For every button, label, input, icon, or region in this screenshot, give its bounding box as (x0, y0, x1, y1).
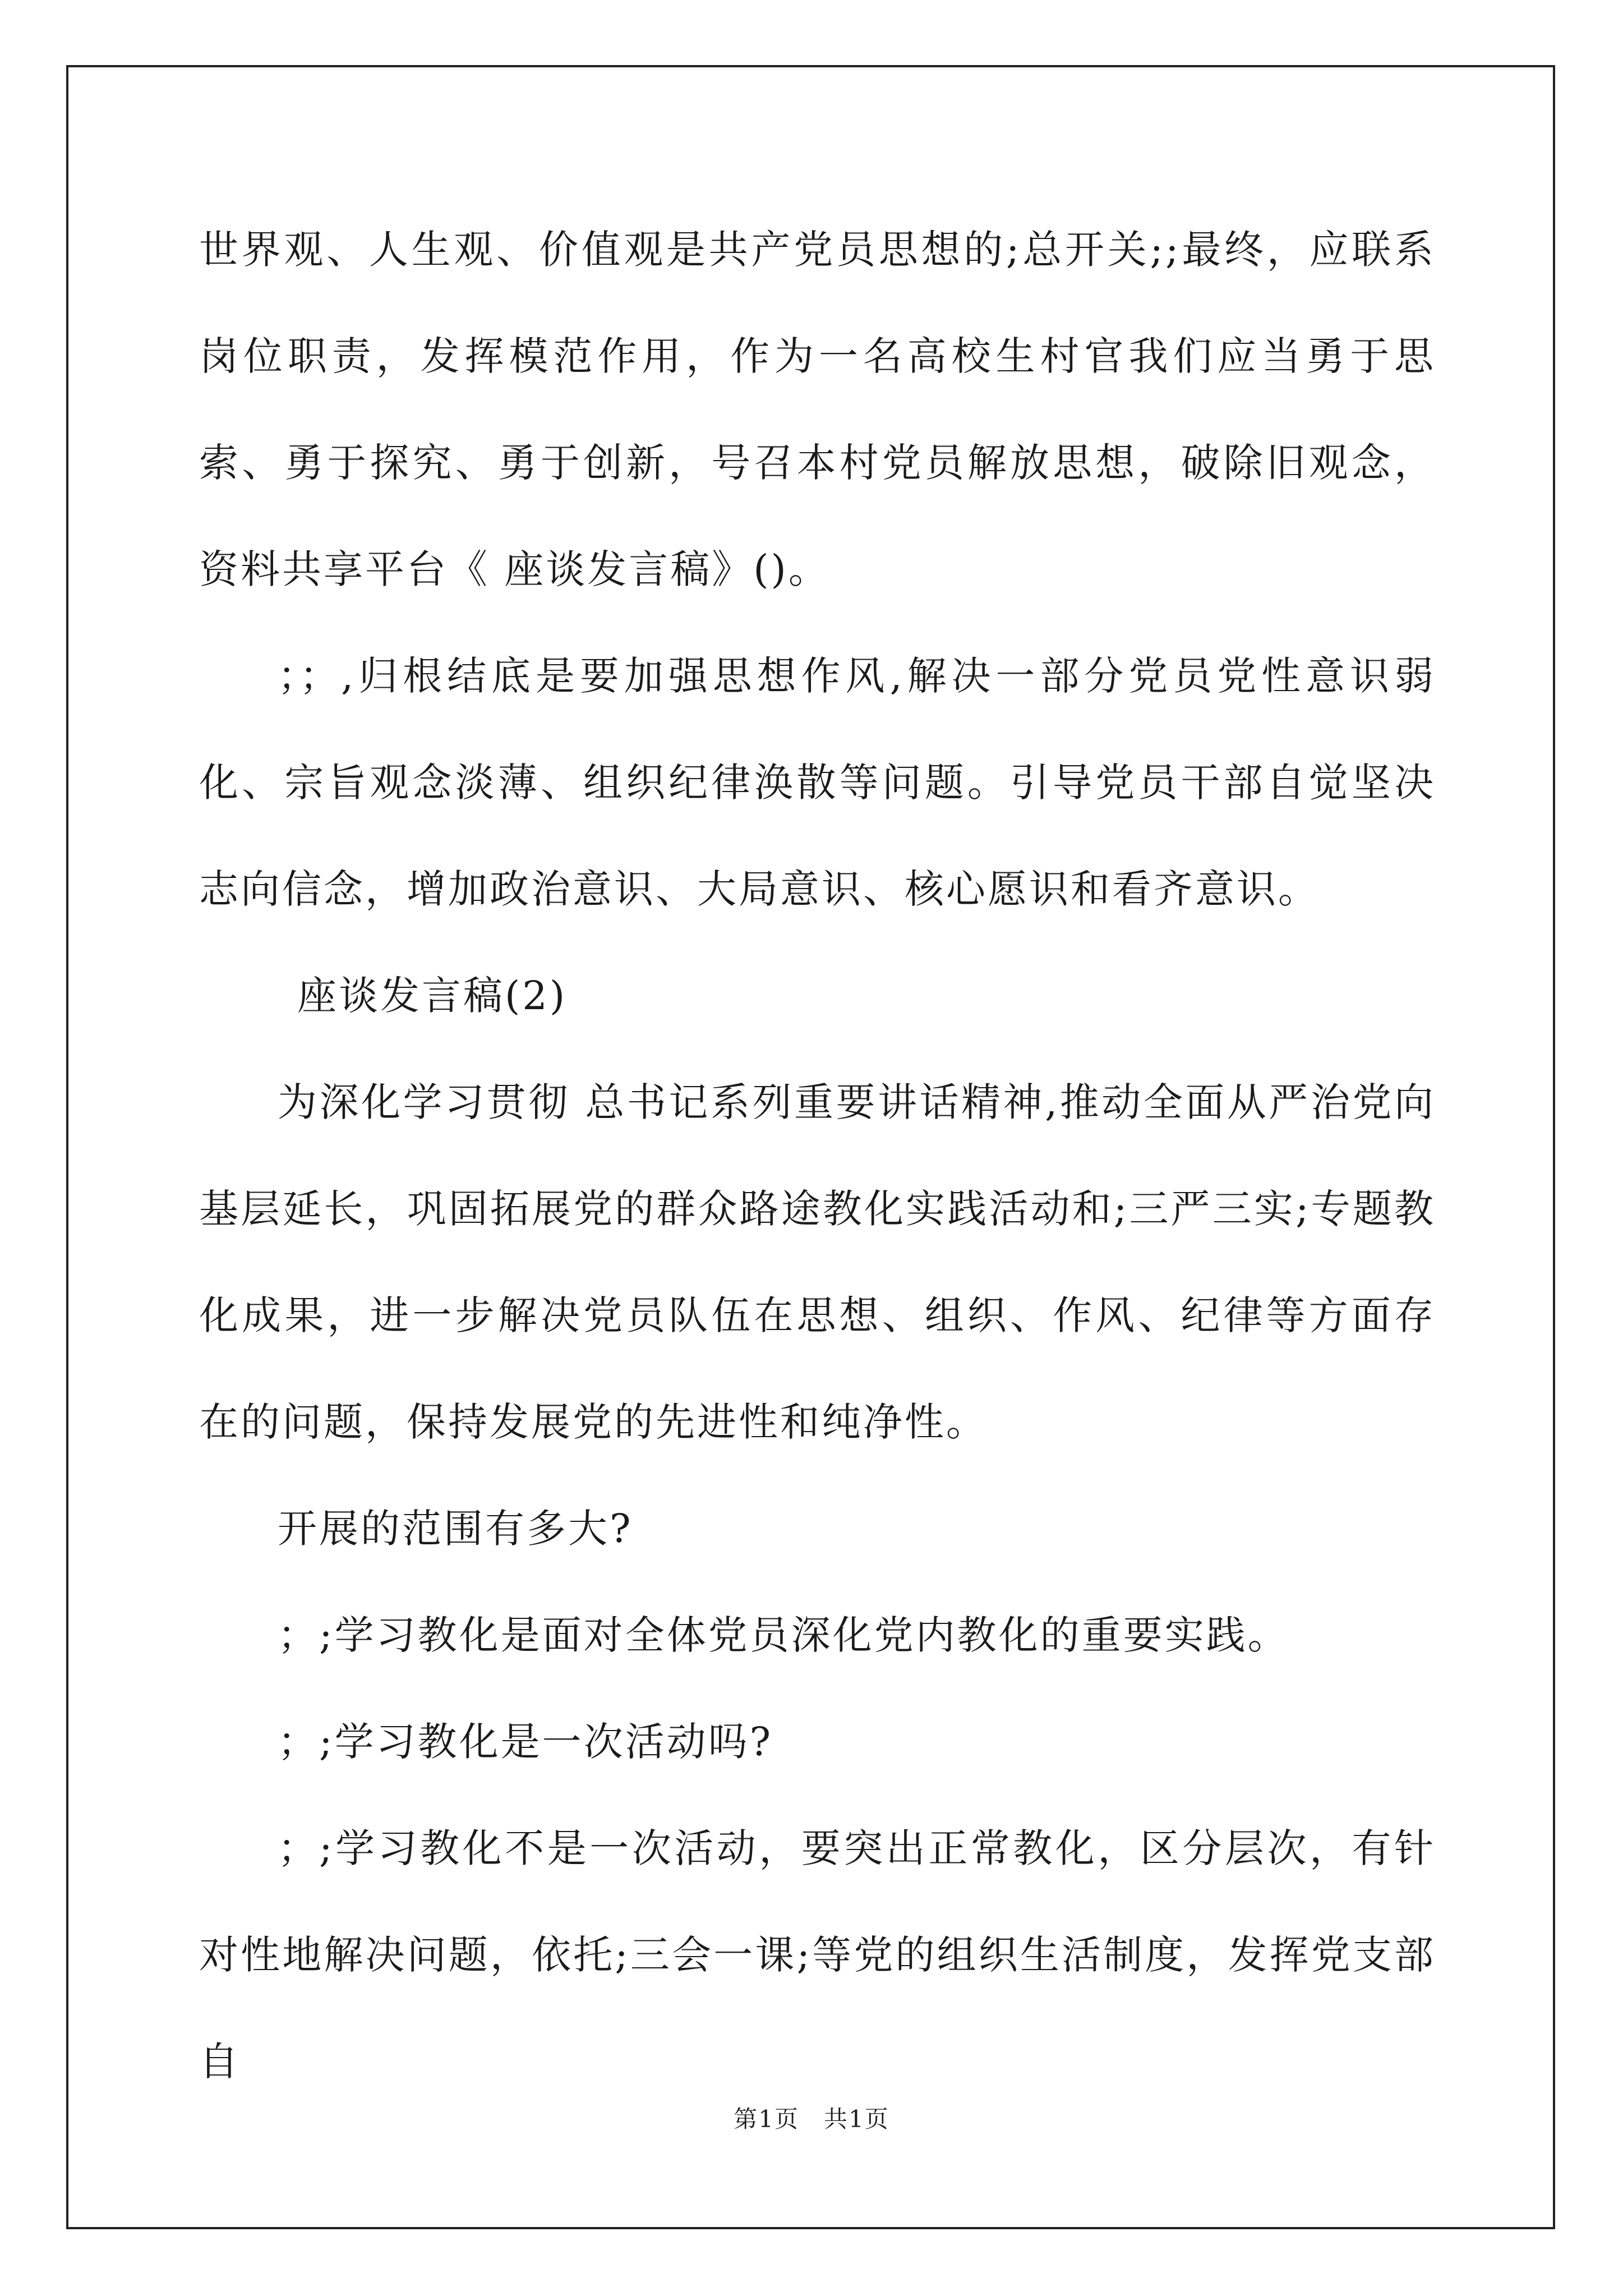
page-footer: 第1页 共1页 (734, 2105, 889, 2133)
paragraph-7: ；;学习教化不是一次活动，要突出正常教化，区分层次，有针对性地解决问题，依托;三会一课;等党的组织生活制度，发挥党支部自 (199, 1825, 1436, 2085)
paragraph-1: 世界观、人生观、价值观是共产党员思想的;总开关;;最终，应联系岗位职责，发挥模范作用，作为一名高校生村官我们应当勇于思索、勇于探究、勇于创新，号召本村党员解放思想，破除旧观念，资料共享平台《 座谈发言稿》()。 (199, 227, 1436, 592)
paragraph-4: 开展的范围有多大? (278, 1506, 633, 1552)
paragraph-3: 为深化学习贯彻 总书记系列重要讲话精神,推动全面从严治党向基层延长，巩固拓展党的群众路途教化实践活动和;三严三实;专题教化成果，进一步解决党员队伍在思想、组织、作风、纪律等方面存在的问题，保持发展党的先进性和纯净性。 (199, 1079, 1436, 1445)
section-title: 座谈发言稿(2) (297, 973, 568, 1019)
paragraph-5: ；;学习教化是面对全体党员深化党内教化的重要实践。 (278, 1612, 1289, 1658)
paragraph-2: ；；,归根结底是要加强思想作风,解决一部分党员党性意识弱化、宗旨观念淡薄、组织纪律涣散等问题。引导党员干部自觉坚决志向信念，增加政治意识、大局意识、核心愿识和看齐意识。 (199, 653, 1436, 912)
paragraph-6: ；;学习教化是一次活动吗? (278, 1719, 773, 1765)
document-body (199, 196, 1436, 2115)
